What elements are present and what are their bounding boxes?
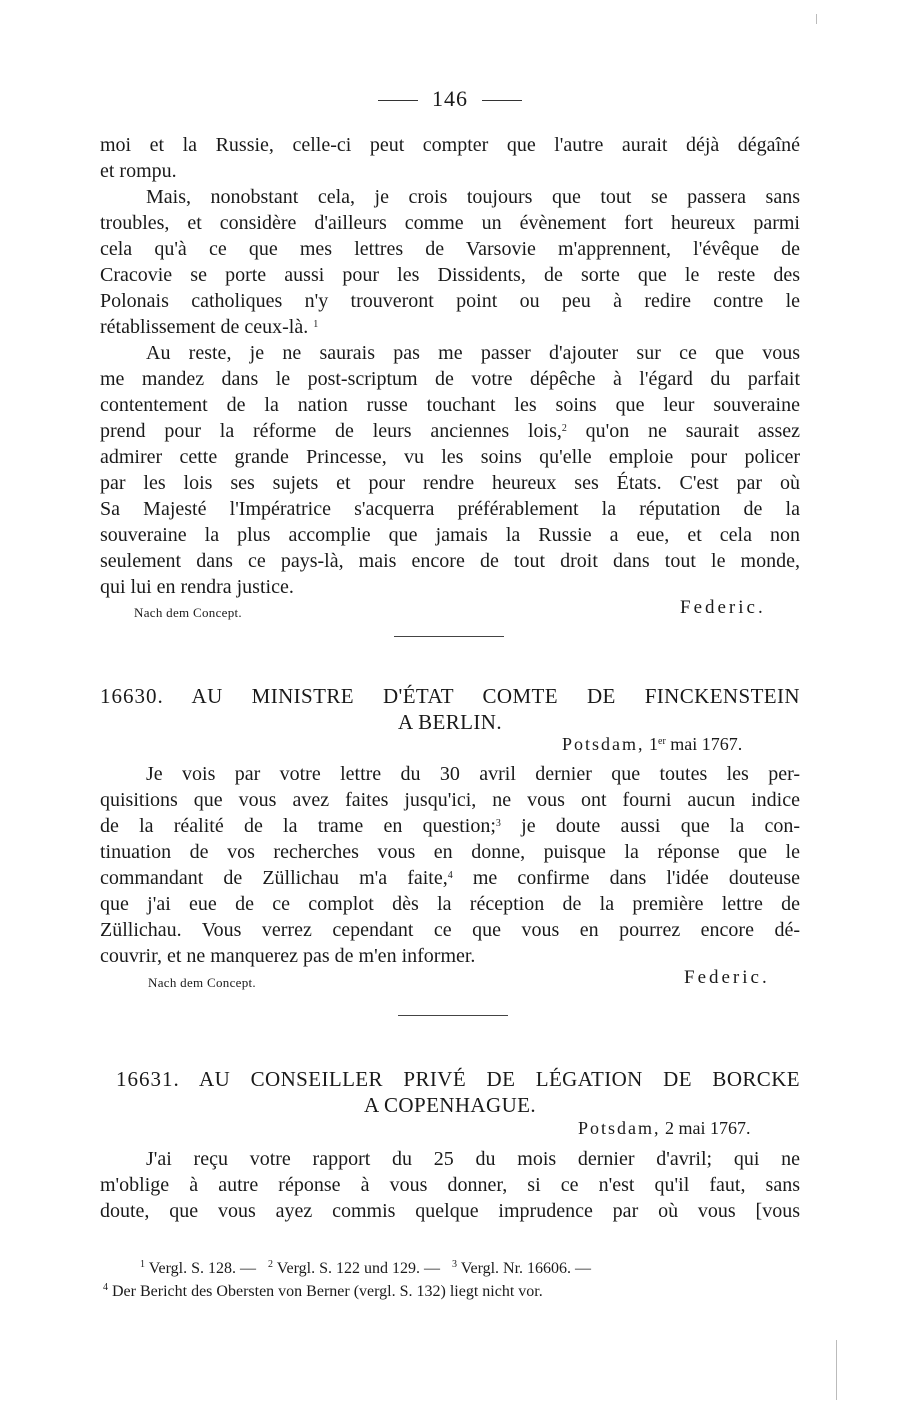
text-line: que j'ai eue de ce complot dès la réception de la première lettre de xyxy=(100,893,800,915)
text-line: quisitions que vous avez faites jusqu'ici, ne vous ont fourni aucun indice xyxy=(100,789,800,811)
text-line: cela qu'à ce que mes lettres de Varsovie m'apprennent, l'évêque de xyxy=(100,238,800,260)
footnote-mark: 1 xyxy=(313,319,319,330)
text-line xyxy=(100,813,800,839)
page-number-dash-right xyxy=(482,100,522,101)
text-line xyxy=(100,314,800,340)
text-line: Mais, nonobstant cela, je crois toujours que tout se passera sans xyxy=(146,186,800,208)
source-note: Nach dem Concept. xyxy=(148,975,256,990)
page-number-text: 146 xyxy=(432,86,468,111)
footnote-mark: 2 xyxy=(561,423,567,434)
letter-title-line2: A COPENHAGUE. xyxy=(363,1093,537,1117)
text-line: couvrir, et ne manquerez pas de m'en informer. xyxy=(100,945,476,967)
text-line: troubles, et considère d'ailleurs comme un évènement fort heureux parmi xyxy=(100,212,800,234)
footnote-mark: 2 xyxy=(267,1259,273,1270)
text-line: me mandez dans le post-scriptum de votre dépêche à l'égard du parfait xyxy=(100,368,800,390)
text-line: Je vois par votre lettre du 30 avril dernier que toutes les per- xyxy=(146,763,800,785)
text-line: moi et la Russie, celle-ci peut compter que l'autre aurait déjà dégaîné xyxy=(100,134,800,156)
letter-title: AU CONSEILLER PRIVÉ DE LÉGATION DE BORCKE xyxy=(199,1067,800,1091)
text-line xyxy=(100,418,800,444)
letter-title: AU MINISTRE D'ÉTAT COMTE DE FINCKENSTEIN xyxy=(191,684,800,708)
letter-place: Potsdam, xyxy=(562,734,645,754)
text-line xyxy=(100,865,800,891)
text-line: et rompu. xyxy=(100,160,177,182)
text-line: J'ai reçu votre rapport du 25 du mois dernier d'avril; qui ne xyxy=(146,1148,800,1170)
text-fragment: prend pour la réforme de leurs anciennes lois, xyxy=(100,420,562,442)
scan-artifact xyxy=(816,14,817,24)
text-line: Züllichau. Vous verrez cependant ce que vous en pourrez encore dé- xyxy=(100,919,800,941)
footnote-mark: 1 xyxy=(140,1259,145,1270)
letter-place-date xyxy=(562,734,742,755)
text-line: qui lui en rendra justice. xyxy=(100,576,294,598)
text-fragment: de la réalité de la trame en question; xyxy=(100,815,496,837)
text-line: contentement de la nation russe touchant les soins que leur souveraine xyxy=(100,394,800,416)
letter-date-sup: er xyxy=(658,736,666,747)
letter-date-day: 1 xyxy=(649,734,659,754)
text-fragment: rétablissement de ceux-là. xyxy=(100,316,309,338)
letter-title-line2: A BERLIN. xyxy=(398,710,502,734)
letter-date: 2 mai 1767. xyxy=(665,1118,751,1138)
text-line: par les lois ses sujets et pour rendre heureux ses États. C'est par où xyxy=(100,472,800,494)
footnotes-line-2 xyxy=(103,1281,543,1303)
footnote-text: Vergl. Nr. 16606. — xyxy=(460,1260,592,1277)
text-fragment: commandant de Züllichau m'a faite, xyxy=(100,867,448,889)
letter-number: 16630. xyxy=(100,684,164,708)
text-fragment: je doute aussi que la con- xyxy=(521,815,801,837)
text-line: Au reste, je ne saurais pas me passer d'ajouter sur ce que vous xyxy=(146,342,800,364)
footnotes-line-1 xyxy=(140,1258,591,1280)
signature: Federic. xyxy=(680,597,766,618)
footnote-text: Vergl. S. 128. — xyxy=(148,1260,256,1277)
footnote-mark: 4 xyxy=(447,870,453,881)
footnote-mark: 3 xyxy=(495,818,501,829)
letter-heading xyxy=(116,1066,800,1093)
page-number-dash-left xyxy=(378,100,418,101)
text-line: m'oblige à autre réponse à vous donner, si ce n'est qu'il faut, sans xyxy=(100,1174,800,1196)
text-line: souveraine la plus accomplie que jamais la Russie a eue, et cela non xyxy=(100,524,800,546)
footnote-mark: 4 xyxy=(103,1282,108,1293)
text-line: Sa Majesté l'Impératrice s'acquerra préférablement la réputation de la xyxy=(100,498,800,520)
text-line: Cracovie se porte aussi pour les Dissidents, de sorte que le reste des xyxy=(100,264,800,286)
text-line: Polonais catholiques n'y trouveront point ou peu à redire contre le xyxy=(100,290,800,312)
text-line: doute, que vous ayez commis quelque imprudence par où vous [vous xyxy=(100,1200,800,1222)
signature: Federic. xyxy=(684,967,770,988)
letter-place-date xyxy=(578,1118,751,1139)
letter-date: mai 1767. xyxy=(670,734,743,754)
text-fragment: qu'on ne saurait assez xyxy=(585,420,800,442)
source-note: Nach dem Concept. xyxy=(134,605,242,620)
text-line: seulement dans ce pays-là, mais encore de tout droit dans tout le monde, xyxy=(100,550,800,572)
footnote-mark: 3 xyxy=(451,1259,457,1270)
letter-heading xyxy=(100,683,800,710)
scan-artifact xyxy=(836,1340,837,1400)
footnote-text: Vergl. S. 122 und 129. — xyxy=(276,1260,440,1277)
letter-number: 16631. xyxy=(116,1067,180,1091)
section-divider xyxy=(398,1015,508,1016)
text-line: tinuation de vos recherches vous en donne, puisque la réponse que le xyxy=(100,841,800,863)
text-fragment: me confirme dans l'idée douteuse xyxy=(472,867,800,889)
section-divider xyxy=(394,636,504,637)
text-line: admirer cette grande Princesse, vu les soins qu'elle emploie pour policer xyxy=(100,446,800,468)
footnote-text: Der Bericht des Obersten von Berner (vergl. S. 132) liegt nicht vor. xyxy=(112,1283,543,1300)
page-number xyxy=(0,86,900,112)
letter-place: Potsdam, xyxy=(578,1118,661,1138)
